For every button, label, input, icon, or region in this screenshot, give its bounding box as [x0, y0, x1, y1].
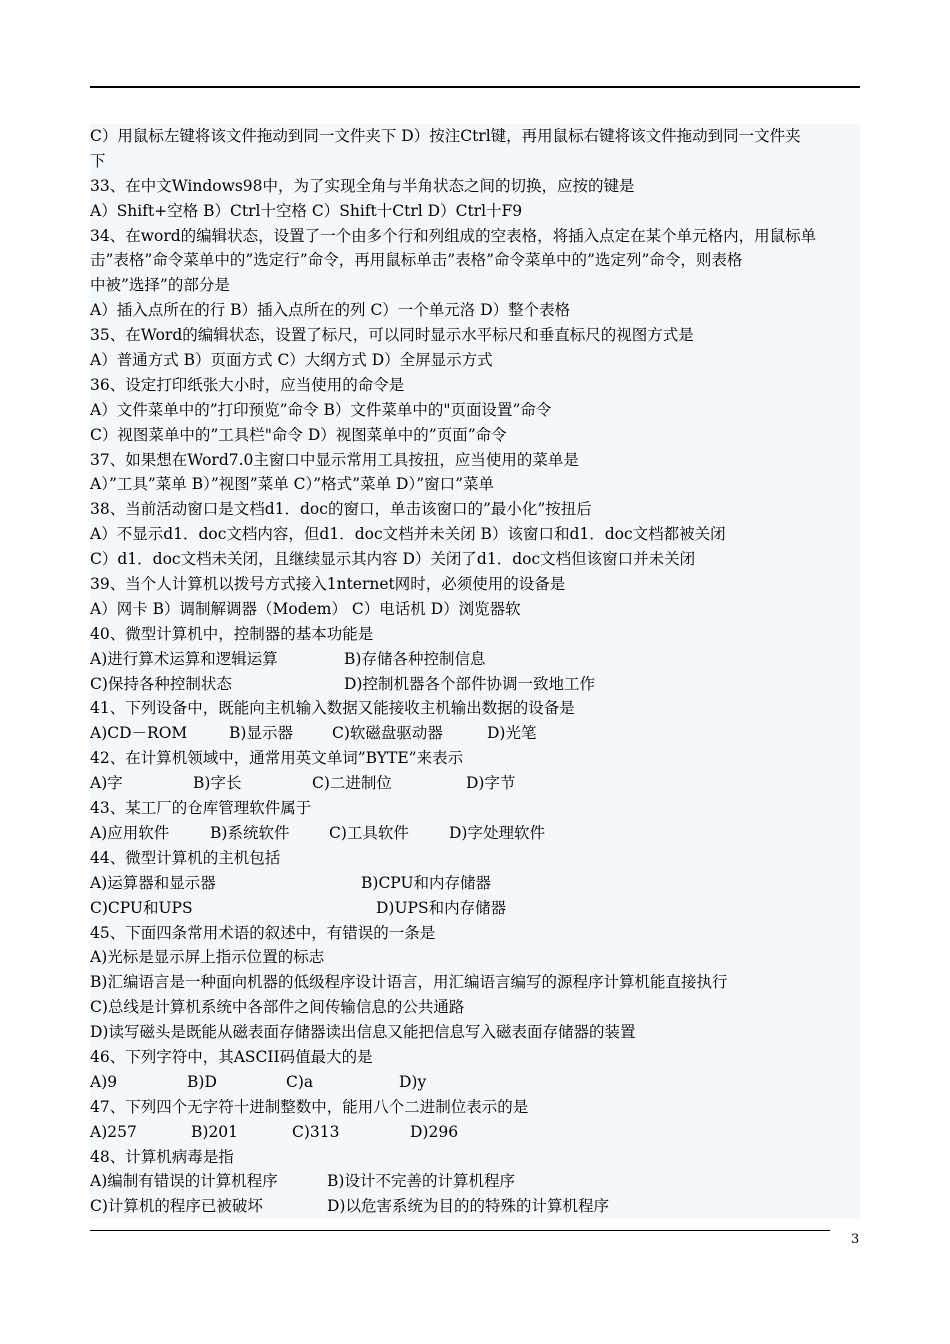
question-45: 45、下面四条常用术语的叙述中，有错误的一条是 [90, 923, 436, 942]
question-36: 36、设定打印纸张大小时，应当使用的命令是 [90, 375, 405, 394]
question-34-cont: 击”表格”命令菜单中的”选定行”命令，再用鼠标单击”表格”命令菜单中的”选定列”命令，则表格 [90, 251, 743, 270]
options-47 [90, 1120, 860, 1145]
question-41: 41、下列设备中，既能向主机输入数据又能接收主机输出数据的设备是 [90, 699, 575, 718]
option-c: C)计算机的程序已被破坏 [90, 1197, 263, 1216]
footer-rule [90, 1230, 830, 1231]
options-37: A）”工具”菜单 B）”视图”菜单 C）”格式”菜单 D）”窗口”菜单 [90, 475, 495, 494]
option-d: D)字节 [466, 774, 516, 793]
options-39: A）网卡 B）调制解调器（Modem） C）电话机 D）浏览器软 [90, 599, 521, 618]
option-b: B)显示器 [229, 724, 293, 743]
options-36-cd: C）视图菜单中的”工具栏"命令 D）视图菜单中的”页面”命令 [90, 425, 507, 444]
document-body [90, 124, 860, 1219]
question-42: 42、在计算机领域中，通常用英文单词”BYTE”来表示 [90, 749, 464, 768]
option-d: D)296 [410, 1122, 459, 1141]
question-48: 48、计算机病毒是指 [90, 1147, 234, 1166]
option-a: A)字 [90, 774, 123, 793]
options-40-cd [90, 672, 860, 697]
options-48-cd [90, 1194, 860, 1219]
question-34-cont: 中被”选择”的部分是 [90, 276, 230, 295]
option-b: B)汇编语言是一种面向机器的低级程序设计语言，用汇编语言编写的源程序计算机能直接执行 [90, 973, 728, 992]
options-34: A）插入点所在的行 B）插入点所在的列 C）一个单元洛 D）整个表格 [90, 301, 571, 320]
options-48-ab [90, 1169, 860, 1194]
option-c: C)a [286, 1072, 314, 1091]
option-c: C)313 [292, 1122, 340, 1141]
question-40: 40、微型计算机中，控制器的基本功能是 [90, 624, 374, 643]
option-d: D)UPS和内存储器 [376, 898, 507, 917]
options-44-cd [90, 896, 860, 921]
option-a: A)9 [90, 1072, 118, 1091]
question-39: 39、当个人计算机以拨号方式接入1nternet网时，必须使用的设备是 [90, 575, 566, 594]
option-b: B)设计不完善的计算机程序 [327, 1172, 515, 1191]
options-40-ab [90, 647, 860, 672]
option-a: A)257 [90, 1122, 137, 1141]
options-42 [90, 771, 860, 796]
option-c: C)CPU和UPS [90, 898, 193, 917]
option-b: B)CPU和内存储器 [361, 873, 492, 892]
option-a: A)进行算术运算和逻辑运算 [90, 649, 278, 668]
header-rule [90, 86, 860, 88]
option-d: D)y [399, 1072, 427, 1091]
text-line: C）用鼠标左键将该文件拖动到同一文件夹下 D）按注Ctrl键，再用鼠标右键将该文件拖动到同一文件夹 [90, 127, 801, 145]
options-41 [90, 721, 860, 746]
option-c: C)软磁盘驱动器 [332, 724, 443, 743]
option-d: D)控制机器各个部件协调一致地工作 [344, 674, 595, 693]
question-37: 37、如果想在Word7.0主窗口中显示常用工具按扭，应当使用的菜单是 [90, 450, 579, 469]
option-c: C)总线是计算机系统中各部件之间传输信息的公共通路 [90, 998, 465, 1017]
option-d: D)字处理软件 [449, 823, 545, 842]
question-34: 34、在word的编辑状态，设置了一个由多个行和列组成的空表格，将插入点定在某个单元格内，用鼠标单 [90, 226, 817, 245]
page-number: 3 [851, 1232, 860, 1247]
question-43: 43、某工厂的仓库管理软件属于 [90, 799, 312, 818]
options-43 [90, 821, 860, 846]
question-35: 35、在Word的编辑状态，设置了标尺，可以同时显示水平标尺和垂直标尺的视图方式是 [90, 326, 694, 345]
option-a: A)CD－ROM [90, 724, 188, 743]
options-38-ab: A）不显示d1．doc文档内容，但d1．doc文档并未关闭 B）该窗口和d1．doc文档都被关闭 [90, 525, 726, 544]
question-38: 38、当前活动窗口是文档d1．doc的窗口，单击该窗口的”最小化”按扭后 [90, 500, 592, 519]
options-38-cd: C）d1．doc文档未关闭，且继续显示其内容 D）关闭了d1．doc文档但该窗口并未关闭 [90, 550, 696, 569]
option-a: A)应用软件 [90, 823, 170, 842]
option-b: B)D [187, 1072, 217, 1091]
option-a: A)光标是显示屏上指示位置的标志 [90, 948, 325, 967]
option-a: A)编制有错误的计算机程序 [90, 1172, 278, 1191]
option-b: B)201 [191, 1122, 239, 1141]
question-33: 33、在中文Windows98中，为了实现全角与半角状态之间的切换，应按的键是 [90, 176, 635, 195]
question-46: 46、下列字符中，其ASCII码值最大的是 [90, 1047, 373, 1066]
option-d: D)读写磁头是既能从磁表面存储器读出信息又能把信息写入磁表面存储器的装置 [90, 1023, 636, 1042]
options-33: A）Shift+空格 B）Ctrl十空格 C）Shift十Ctrl D）Ctrl十F9 [90, 201, 523, 220]
options-44-ab [90, 871, 860, 896]
option-a: A)运算器和显示器 [90, 873, 216, 892]
option-c: C)保持各种控制状态 [90, 674, 232, 693]
option-d: D)以危害系统为目的的特殊的计算机程序 [327, 1197, 609, 1216]
text-line: 下 [90, 151, 106, 170]
option-c: C)工具软件 [329, 823, 409, 842]
option-b: B)字长 [193, 774, 242, 793]
option-b: B)存储各种控制信息 [344, 649, 486, 668]
option-d: D)光笔 [487, 724, 537, 743]
option-c: C)二进制位 [312, 774, 392, 793]
option-b: B)系统软件 [210, 823, 290, 842]
question-47: 47、下列四个无字符十进制整数中，能用八个二进制位表示的是 [90, 1097, 529, 1116]
options-46 [90, 1070, 860, 1095]
question-44: 44、微型计算机的主机包括 [90, 848, 281, 867]
options-36-ab: A）文件菜单中的”打印预览”命令 B）文件菜单中的"页面设置”命令 [90, 400, 552, 419]
options-35: A）普通方式 B）页面方式 C）大纲方式 D）全屏显示方式 [90, 351, 493, 370]
